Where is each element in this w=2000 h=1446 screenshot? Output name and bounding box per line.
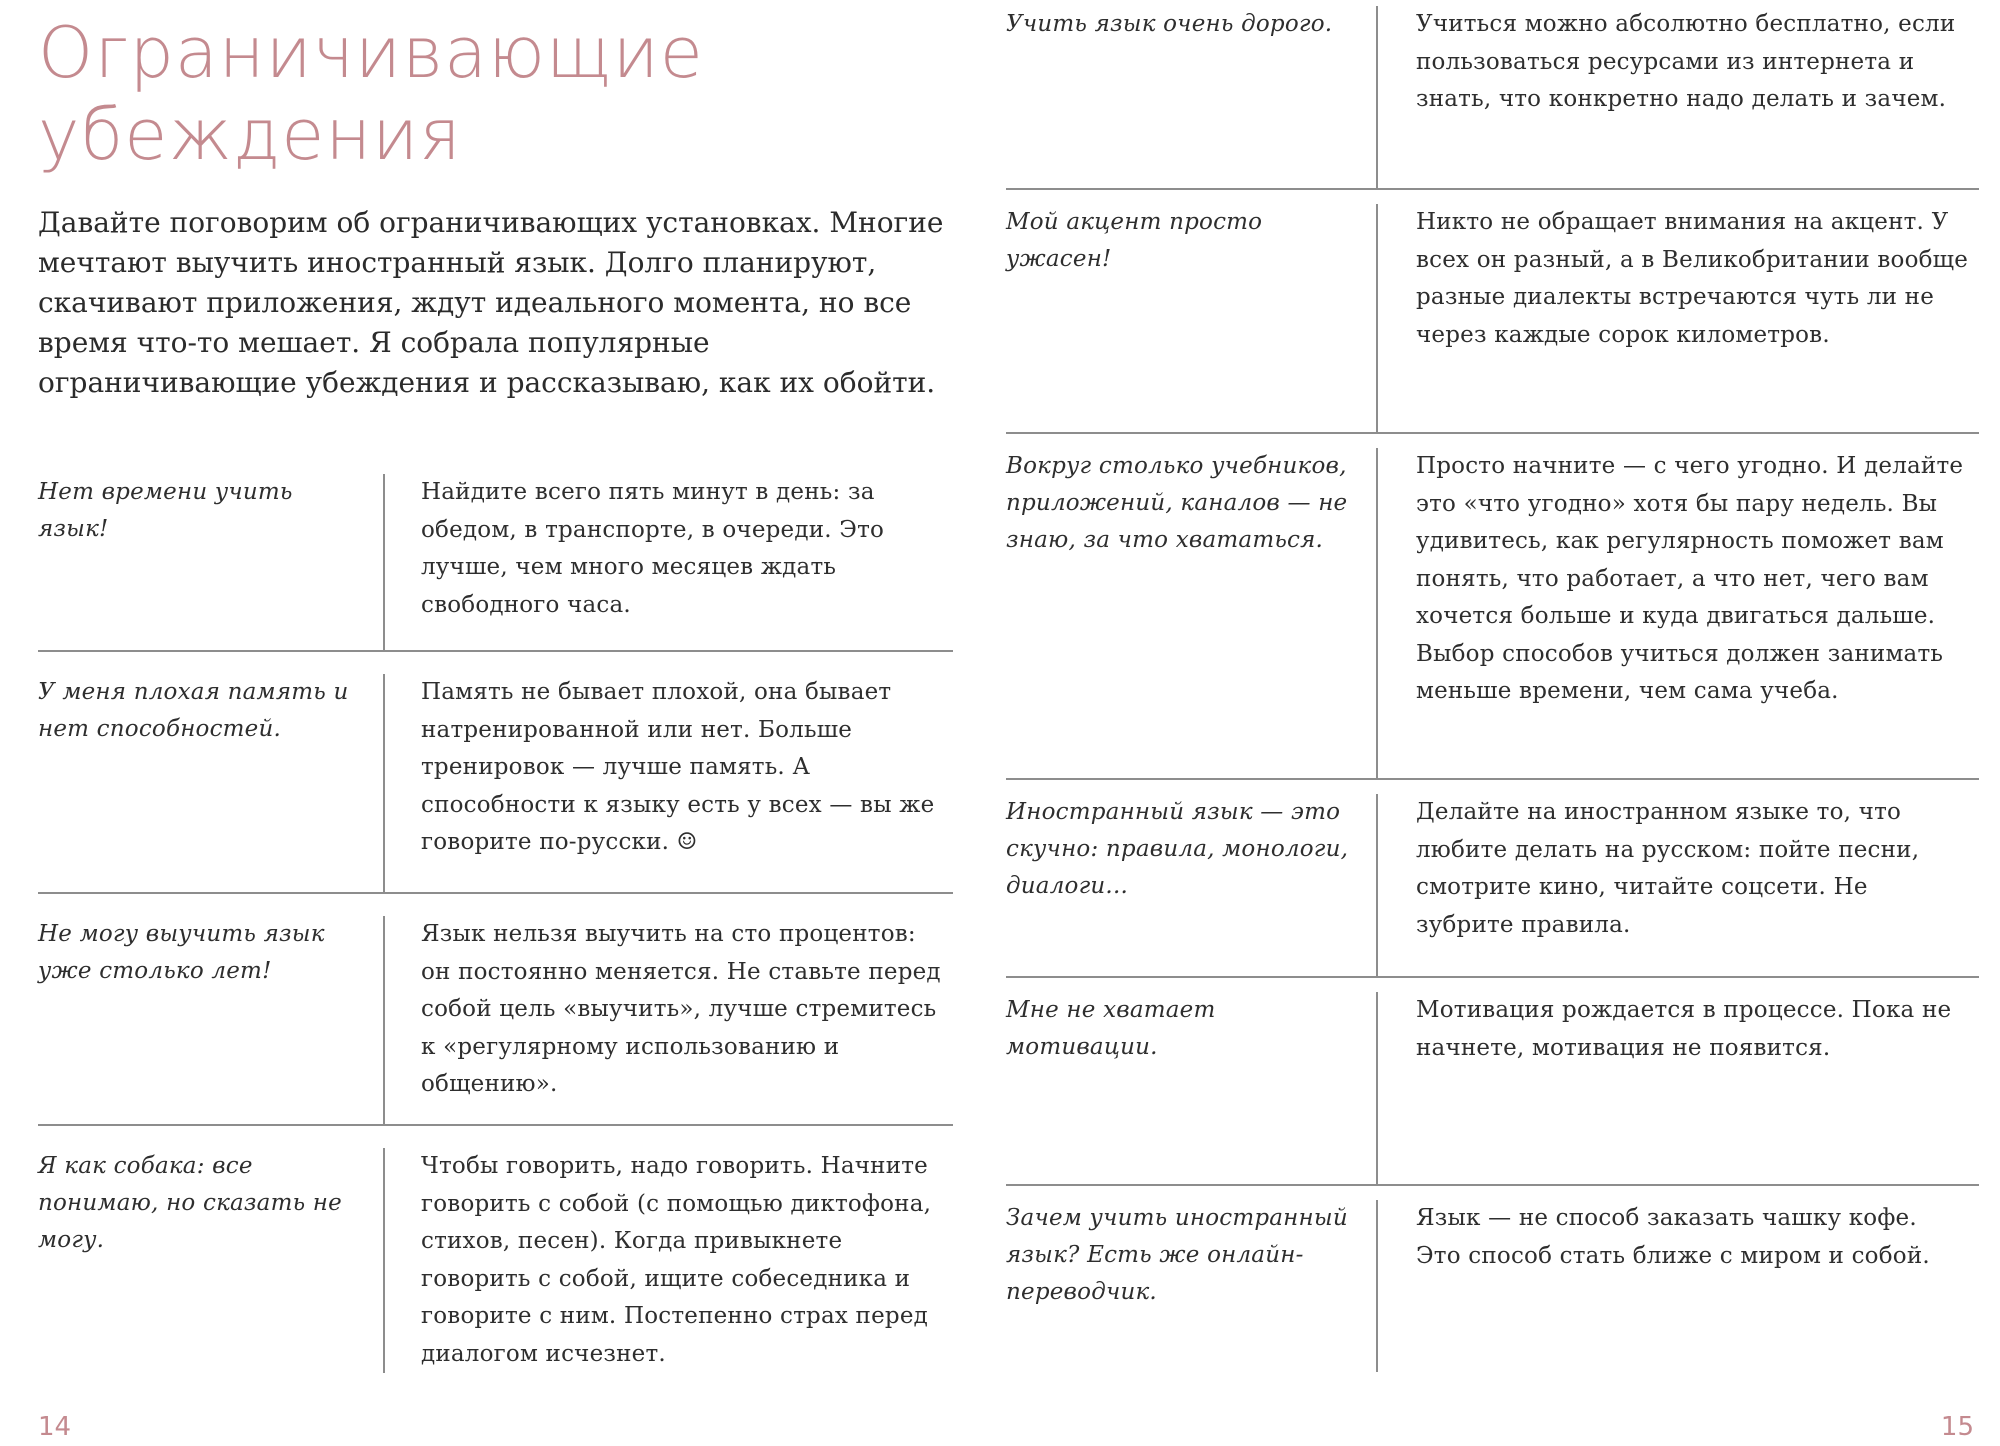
table-row <box>1006 1186 1979 1372</box>
table-row <box>38 1126 953 1366</box>
answer-cell: Чтобы говорить, надо говорить. Начните говорить с собой (с помощью диктофона, стихов, песен). Когда привыкнете говорить с собой, ищите собеседника и говорите с ним. Постепенно страх перед диалогом исчезнет. <box>383 1148 953 1373</box>
table-row <box>1006 434 1979 780</box>
belief-cell: Учить язык очень дорого. <box>1006 11 1333 37</box>
table-row <box>1006 780 1979 978</box>
belief-cell: Нет времени учить язык! <box>38 479 293 542</box>
right-page <box>1000 0 2000 1446</box>
belief-cell: Иностранный язык — это скучно: правила, монологи, диалоги... <box>1006 799 1349 899</box>
beliefs-table-left <box>38 474 953 1366</box>
table-row <box>38 894 953 1126</box>
answer-cell: Найдите всего пять минут в день: за обедом, в транспорте, в очереди. Это лучше, чем много месяцев ждать свободного часа. <box>383 474 953 650</box>
page-number: 14 <box>38 1412 72 1442</box>
table-row <box>1006 6 1979 190</box>
belief-cell: Я как собака: все понимаю, но сказать не могу. <box>38 1153 342 1253</box>
belief-cell: Мне не хватает мотивации. <box>1006 997 1216 1060</box>
belief-cell: Не могу выучить язык уже столько лет! <box>38 921 325 984</box>
answer-cell: Учиться можно абсолютно бесплатно, если пользоваться ресурсами из интернета и знать, что конкретно надо делать и зачем. <box>1376 6 1979 188</box>
page-number: 15 <box>1940 1412 1974 1442</box>
belief-cell: Зачем учить иностранный язык? Есть же онлайн-переводчик. <box>1006 1205 1348 1305</box>
beliefs-table-right <box>1006 6 1979 1372</box>
answer-cell: Просто начните — с чего угодно. И делайте это «что угодно» хотя бы пару недель. Вы удивитесь, как регулярность поможет вам понять, что работает, а что нет, чего вам хочется больше и куда двигаться дальше. Выбор способов учиться должен занимать меньше времени, чем сама учеба. <box>1376 448 1979 778</box>
belief-cell: У меня плохая память и нет способностей. <box>38 679 349 742</box>
answer-cell: Мотивация рождается в процессе. Пока не начнете, мотивация не появится. <box>1376 992 1979 1184</box>
belief-cell: Вокруг столько учебников, приложений, каналов — не знаю, за что хвататься. <box>1006 453 1348 553</box>
table-row <box>38 652 953 894</box>
belief-cell: Мой акцент просто ужасен! <box>1006 209 1263 272</box>
intro-paragraph: Давайте поговорим об ограничивающих установках. Многие мечтают выучить иностранный язык. Долго планируют, скачивают приложения, ждут идеального момента, но все время что-то мешает. Я собрала популярные ограничивающие убеждения и рассказываю, как их обойти. <box>38 206 944 399</box>
table-row <box>1006 978 1979 1186</box>
answer-cell: Память не бывает плохой, она бывает натренированной или нет. Больше тренировок — лучше память. А способности к языку есть у всех — вы же говорите по-русски. ☺ <box>383 674 953 892</box>
answer-cell: Язык — не способ заказать чашку кофе. Это способ стать ближе с миром и собой. <box>1376 1200 1979 1372</box>
table-row <box>1006 190 1979 434</box>
page-title: Ограничивающие убеждения <box>38 12 704 176</box>
table-row <box>38 474 953 652</box>
answer-cell: Делайте на иностранном языке то, что любите делать на русском: пойте песни, смотрите кино, читайте соцсети. Не зубрите правила. <box>1376 794 1979 976</box>
answer-cell: Никто не обращает внимания на акцент. У всех он разный, а в Великобритании вообще разные диалекты встречаются чуть ли не через каждые сорок километров. <box>1376 204 1979 432</box>
answer-cell: Язык нельзя выучить на сто процентов: он постоянно меняется. Не ставьте перед собой цель «выучить», лучше стремитесь к «регулярному использованию и общению». <box>383 916 953 1124</box>
